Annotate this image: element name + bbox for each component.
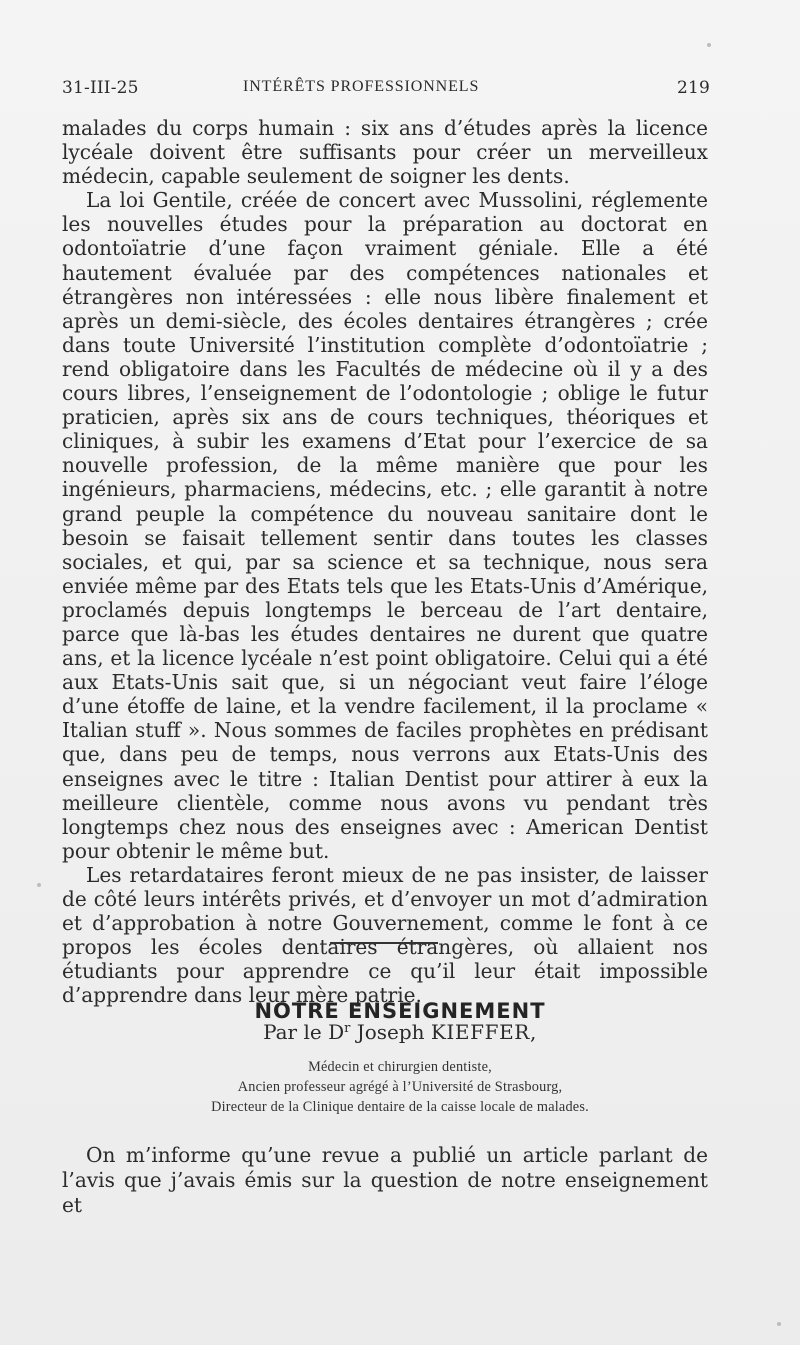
opening-paragraph: On m’informe qu’une revue a publié un article parlant de l’avis que j’avais émis sur la question de notre enseignement et [62,1143,708,1217]
section-title-header: INTÉRÊTS PROFESSIONNELS [243,78,480,95]
article-byline [0,1020,800,1044]
article-title: NOTRE ENSEIGNEMENT [254,999,546,1024]
credential-line-3: Directeur de la Clinique dentaire de la caisse locale de malades. [211,1099,589,1115]
byline-prefix: Par le D [263,1020,345,1044]
issue-date: 31-III-25 [62,78,139,98]
paper-speck [37,883,41,887]
paper-speck [707,43,711,47]
paragraph-1: malades du corps humain : six ans d’études après la licence lycéale doivent être suffisants pour créer un merveilleux médecin, capable seulement de soigner les dents. [62,116,708,189]
paper-speck [777,1322,781,1326]
credential-line-1: Médecin et chirurgien dentiste, [308,1059,492,1075]
doctor-superscript: r [344,1021,351,1036]
author-first-name: Joseph [356,1020,425,1044]
author-credentials [0,1057,800,1117]
section-separator-rule [330,942,438,944]
credential-line-2: Ancien professeur agrégé à l’Université de Strasbourg, [237,1079,563,1095]
author-last-name: KIEFFER, [430,1020,537,1044]
article-continuation [62,116,708,1007]
running-header [62,78,710,106]
paragraph-3: Les retardataires feront mieux de ne pas insister, de laisser de côté leurs intérêts privés, et d’envoyer un mot d’admiration et d’approbation à notre Gouvernement, comme le font à ce propos les écoles dentaires étrangères, où allaient nos étudiants pour apprendre ce qu’il leur était impossible d’apprendre dans leur mère patrie. [62,862,708,1008]
page-number: 219 [676,78,710,98]
article-opening [62,1143,708,1218]
paragraph-2: La loi Gentile, créée de concert avec Mussolini, réglemente les nouvelles études pour la préparation au doctorat en odontoïatrie d’une façon vraiment géniale. Elle a été hautement évaluée par des compétences nationales et étrangères non intéressées : elle nous libère finalement et après un demi-siècle, des écoles dentaires étrangères ; crée dans toute Université l’institution complète d’odontoïatrie ; rend obligatoire dans les Facultés de médecine où il y a des cours libres, l’enseignement de l’odontologie ; oblige le futur praticien, après six ans de cours techniques, théoriques et cliniques, à subir les examens d’Etat pour l’exercice de sa nouvelle profession, de la même manière que pour les ingénieurs, pharmaciens, médecins, etc. ; elle garantit à notre grand peuple la compétence du nouveau sanitaire dont le besoin se faisait tellement sentir dans toutes les classes sociales, et qui, par sa science et sa technique, nous sera enviée même par des Etats tels que les Etats-Unis d’Amérique, proclamés depuis longtemps le berceau de l’art dentaire, parce que là-bas les études dentaires ne durent que quatre ans, et la licence lycéale n’est point obligatoire. Celui qui a été aux Etats-Unis sait que, si un négociant veut faire l’éloge d’une étoffe de laine, et la vendre facilement, il la proclame « Italian stuff ». Nous sommes de faciles prophètes en prédisant que, dans peu de temps, nous verrons aux Etats-Unis des enseignes avec le titre : Italian Dentist pour attirer à eux la meilleure clientèle, comme nous avons vu pendant très longtemps chez nous des enseignes avec : American Dentist pour obtenir le même but. [62,188,708,863]
